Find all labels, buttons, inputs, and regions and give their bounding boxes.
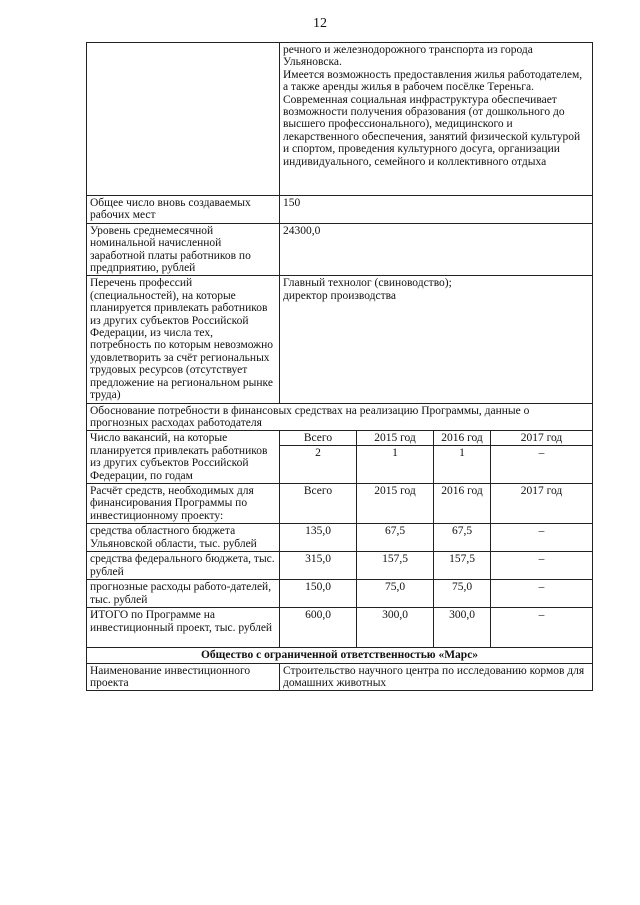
vacancies-label: Число вакансий, на которые планируется привлекать работников из других субъектов Российской Федерации, по годам bbox=[87, 431, 280, 484]
financing-value: – bbox=[491, 580, 593, 608]
financing-value: 157,5 bbox=[357, 552, 434, 580]
financing-value: 67,5 bbox=[434, 524, 491, 552]
vacancies-cell bbox=[434, 431, 491, 484]
financing-value: – bbox=[491, 608, 593, 648]
jobs-row bbox=[87, 196, 593, 224]
company-row bbox=[87, 648, 593, 663]
professions-row bbox=[87, 276, 593, 403]
financing-header-row bbox=[87, 483, 593, 523]
vacancies-cell bbox=[280, 431, 357, 484]
vacancies-cell bbox=[491, 431, 593, 484]
vacancies-header: 2015 год bbox=[374, 432, 416, 445]
financing-row bbox=[87, 552, 593, 580]
vacancies-row bbox=[87, 431, 593, 484]
financing-value: 315,0 bbox=[280, 552, 357, 580]
financing-value: – bbox=[491, 552, 593, 580]
financing-row-label: ИТОГО по Программе на инвестиционный проект, тыс. рублей bbox=[87, 608, 280, 648]
financing-value: 300,0 bbox=[434, 608, 491, 648]
vacancies-value: – bbox=[491, 445, 592, 459]
financing-value: – bbox=[491, 524, 593, 552]
financing-value: 135,0 bbox=[280, 524, 357, 552]
financing-header: 2017 год bbox=[491, 483, 593, 523]
salary-row bbox=[87, 223, 593, 276]
intro-row bbox=[87, 43, 593, 196]
financing-header: 2015 год bbox=[357, 483, 434, 523]
project-table bbox=[86, 42, 593, 691]
financing-value: 67,5 bbox=[357, 524, 434, 552]
financing-value: 157,5 bbox=[434, 552, 491, 580]
financing-header: Всего bbox=[280, 483, 357, 523]
vacancies-header: Всего bbox=[303, 432, 333, 445]
company-heading: Общество с ограниченной ответственностью «Марс» bbox=[87, 648, 593, 663]
financing-value: 75,0 bbox=[357, 580, 434, 608]
justification-row bbox=[87, 403, 593, 431]
financing-value: 300,0 bbox=[357, 608, 434, 648]
financing-row bbox=[87, 580, 593, 608]
vacancies-value: 1 bbox=[357, 445, 433, 459]
vacancies-value: 1 bbox=[434, 445, 490, 459]
jobs-label: Общее число вновь создаваемых рабочих мест bbox=[87, 196, 280, 224]
vacancies-header: 2016 год bbox=[441, 432, 483, 445]
project-name-value: Строительство научного центра по исследованию кормов для домашних животных bbox=[280, 663, 593, 691]
professions-label: Перечень профессий (специальностей), на которые планируется привлекать работников из других субъектов Российской Федерации, из числа тех, потребность по которым невозможно удовлетворить за счёт региональных трудовых ресурсов (отсутствует предложение на региональном рынке труда) bbox=[87, 276, 280, 403]
project-name-label: Наименование инвестиционного проекта bbox=[87, 663, 280, 691]
infrastructure-text: речного и железнодорожного транспорта из города Ульяновска. Имеется возможность предоставления жилья работодателем, а также аренды жилья в рабочем посёлке Тереньга. Современная социальная инфраструктура обеспечивает возможности получения образования (от дошкольного до высшего профессионального), медицинского и лекарственного обеспечения, занятий физической культурой и спортом, проведения культурного досуга, организации индивидуального, семейного и коллективного отдыха bbox=[280, 43, 593, 196]
jobs-value: 150 bbox=[280, 196, 593, 224]
financing-row-label: средства областного бюджета Ульяновской области, тыс. рублей bbox=[87, 524, 280, 552]
salary-label: Уровень среднемесячной номинальной начисленной заработной платы работников по предприятию, рублей bbox=[87, 223, 280, 276]
financing-value: 150,0 bbox=[280, 580, 357, 608]
justification-heading: Обоснование потребности в финансовых средствах на реализацию Программы, данные о прогнозных расходах работодателя bbox=[87, 403, 593, 431]
financing-row-label: средства федерального бюджета, тыс. рублей bbox=[87, 552, 280, 580]
vacancies-cell bbox=[357, 431, 434, 484]
vacancies-value: 2 bbox=[280, 445, 356, 459]
financing-value: 600,0 bbox=[280, 608, 357, 648]
financing-header: 2016 год bbox=[434, 483, 491, 523]
salary-value: 24300,0 bbox=[280, 223, 593, 276]
financing-total-row bbox=[87, 608, 593, 648]
financing-row bbox=[87, 524, 593, 552]
vacancies-header: 2017 год bbox=[520, 432, 563, 445]
financing-value: 75,0 bbox=[434, 580, 491, 608]
financing-label: Расчёт средств, необходимых для финансирования Программы по инвестиционному проекту: bbox=[87, 483, 280, 523]
financing-row-label: прогнозные расходы работо-дателей, тыс. рублей bbox=[87, 580, 280, 608]
professions-value: Главный технолог (свиноводство); директор производства bbox=[280, 276, 593, 403]
project-name-row bbox=[87, 663, 593, 691]
page-number: 12 bbox=[313, 16, 327, 31]
